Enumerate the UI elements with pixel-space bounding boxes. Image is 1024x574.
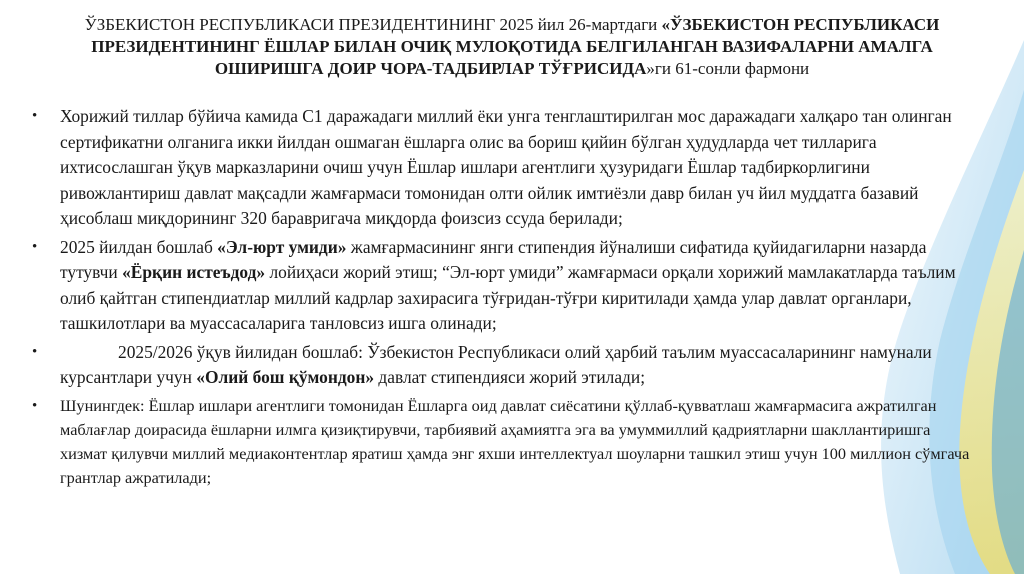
bullet-3-text-c: давлат стипендияси жорий этилади;: [374, 367, 646, 387]
bullet-2-bold-d: «Ёрқин истеъдод»: [122, 262, 266, 282]
title-part2: »ги 61-сонли фармони: [646, 59, 810, 78]
bullet-item: [30, 394, 980, 490]
bullet-item: [30, 340, 980, 391]
title-part1: ЎЗБЕКИСТОН РЕСПУБЛИКАСИ ПРЕЗИДЕНТИНИНГ 2025 йил 26-мартдаги: [84, 15, 662, 34]
bullet-3-bold-b: «Олий бош қўмондон»: [196, 367, 375, 387]
bullet-2-text-e: лойиҳаси жорий этиш; “Эл-юрт умиди” жамғармаси орқали хорижий мамлакатларда таълим олиб қайтган стипендиатлар миллий кадрлар захирасига тўғридан-тўғри киритилади ҳамда улар давлат органлари, ташкилотлари ва муассасаларига танловсиз ишга олинади;: [60, 262, 956, 333]
bullet-item: [30, 235, 980, 337]
bullet-icon: •: [32, 108, 38, 124]
bullet-3-text-a: 2025/2026 ўқув йилидан бошлаб: Ўзбекистон Республикаси олий ҳарбий таълим муассасаларининг намунали курсантлари учун: [60, 341, 932, 387]
bullet-4-text: Шунингдек: Ёшлар ишлари агентлиги томонидан Ёшларга оид давлат сиёсатини қўллаб-қувватлаш жамғармасига ажратилган маблағлар доирасида ёшларни илмга қизиқтирувчи, тарбиявий аҳамиятга эга ва умуммиллий қадриятларни шакллантиришга хизмат қилувчи миллий медиаконтентлар яратиш ҳамда энг яхши интеллектуал шоуларни ташкил этиш учун 100 миллион сўмгача грантлар ажратилади;: [60, 395, 970, 487]
slide-title: [40, 14, 984, 80]
bullet-icon: •: [32, 238, 38, 255]
bullet-2-text-a: 2025 йилдан бошлаб: [60, 236, 218, 257]
bullet-icon: •: [32, 397, 38, 414]
bullet-icon: •: [32, 343, 38, 360]
title-bold: «ЎЗБЕКИСТОН РЕСПУБЛИКАСИ ПРЕЗИДЕНТИНИНГ ЁШЛАР БИЛАН ОЧИҚ МУЛОҚОТИДА БЕЛГИЛАНГАН ВАЗИФАЛАРНИ АМАЛГА ОШИРИШГА ДОИР ЧОРА-ТАДБИРЛАР ТЎҒРИСИДА: [91, 15, 940, 78]
bullet-item: [30, 104, 980, 232]
bullet-1-text: Хорижий тиллар бўйича камида С1 даражадаги миллий ёки унга тенглаштирилган мос даражадаги халқаро тан олинган сертификатни олганига икки йилдан ошмаган ёшларга олис ва бориш қийин бўлган ҳудудларда чет тилларига ихтисослашган ўқув марказларини очиш учун Ёшлар ишлари агентлиги ҳузуридаги Ёшлар тадбиркорлигини ривожлантириш давлат мақсадли жамғармаси томонидан олти ойлик имтиёзли давр билан уч йил муддатга базавий ҳисоблаш миқдорининг 320 баравригача миқдорда фоизсиз ссуда берилади;: [60, 106, 952, 228]
bullet-2-text-c: жамғармасининг янги стипендия йўналиши сифатида қуйидагиларни назарда тутувчи: [60, 236, 927, 282]
bullet-2-bold-a: «Эл-юрт умиди»: [217, 236, 347, 257]
bullet-list: [30, 104, 980, 493]
